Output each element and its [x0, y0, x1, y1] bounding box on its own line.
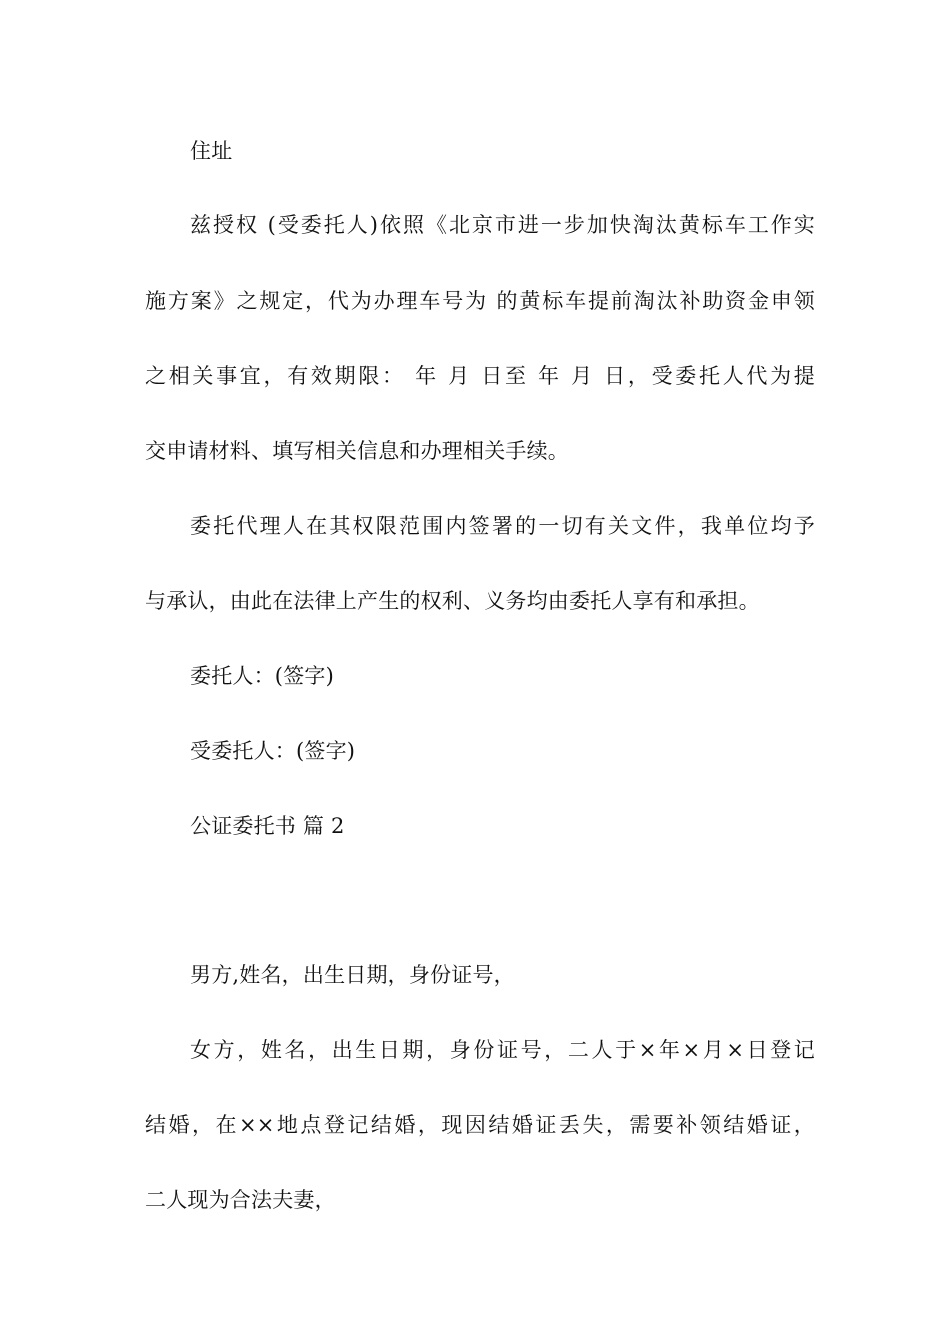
- marriage-status-line: 二人现为合法夫妻，: [145, 1188, 336, 1212]
- paragraph-authorization-line-3: 之相关事宜，有效期限： 年 月 日至 年 月 日，受委托人代为提: [145, 364, 815, 388]
- paragraph-recognition-line-2: 与承认，由此在法律上产生的权利、义务均由委托人享有和承担。: [145, 589, 760, 613]
- paragraph-authorization-line-4: 交申请材料、填写相关信息和办理相关手续。: [145, 439, 569, 463]
- address-label: 住址: [190, 139, 233, 163]
- marriage-details-line: 结婚，在××地点登记结婚，现因结婚证丢失，需要补领结婚证，: [145, 1113, 815, 1137]
- female-party-line: 女方，姓名，出生日期，身份证号，二人于×年×月×日登记: [190, 1038, 815, 1062]
- paragraph-authorization-line-1: 兹授权 (受委托人)依照《北京市进一步加快淘汰黄标车工作实: [190, 213, 815, 237]
- section-heading: 公证委托书 篇 2: [190, 814, 345, 838]
- paragraph-recognition-line-1: 委托代理人在其权限范围内签署的一切有关文件，我单位均予: [190, 514, 815, 538]
- male-party-line: 男方,姓名，出生日期，身份证号，: [190, 963, 515, 987]
- principal-signature-line: 委托人：(签字): [190, 664, 334, 688]
- paragraph-authorization-line-2: 施方案》之规定，代为办理车号为 的黄标车提前淘汰补助资金申领: [145, 289, 815, 313]
- agent-signature-line: 受委托人：(签字): [190, 739, 356, 763]
